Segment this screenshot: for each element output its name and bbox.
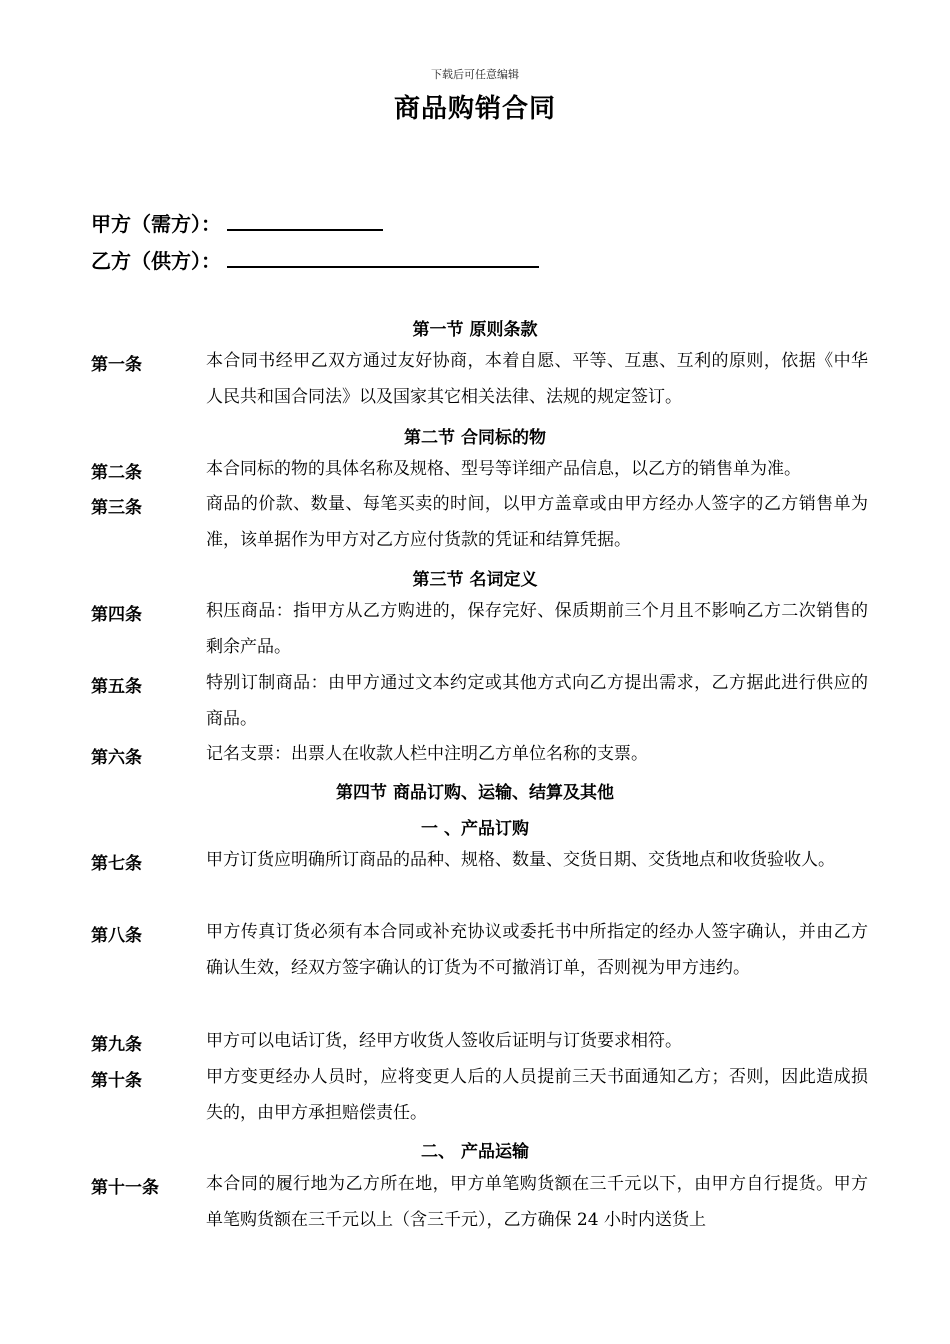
article-7-text: 甲方订货应明确所订商品的品种、规格、数量、交货日期、交货地点和收货验收人。 xyxy=(206,850,835,870)
header-note: 下载后可任意编辑 xyxy=(431,68,519,81)
party-a-blank xyxy=(227,209,383,231)
article-2-label: 第二条 xyxy=(91,463,142,483)
article-8-text: 甲方传真订货必须有本合同或补充协议或委托书中所指定的经办人签字确认，并由乙方确认生效，经双方签字确认的订货为不可撤消订单，否则视为甲方违约。 xyxy=(206,922,868,978)
article-1-text: 本合同书经甲乙双方通过友好协商，本着自愿、平等、互惠、互利的原则，依据《中华人民共和国合同法》以及国家其它相关法律、法规的规定签订。 xyxy=(206,351,868,407)
article-1-label: 第一条 xyxy=(91,355,142,375)
article-9-label: 第九条 xyxy=(91,1035,142,1055)
section-heading-4: 第四节 商品订购、运输、结算及其他 xyxy=(336,783,614,803)
party-b-blank xyxy=(227,246,539,268)
party-b-label: 乙方（供方）： xyxy=(91,249,221,273)
article-7-label: 第七条 xyxy=(91,854,142,874)
subsection-heading-ordering: 一 、产品订购 xyxy=(421,819,529,839)
article-3-label: 第三条 xyxy=(91,498,142,518)
article-11-label: 第十一条 xyxy=(91,1178,159,1198)
article-6-text: 记名支票：出票人在收款人栏中注明乙方单位名称的支票。 xyxy=(206,744,648,764)
article-3-text: 商品的价款、数量、每笔买卖的时间，以甲方盖章或由甲方经办人签字的乙方销售单为准，该单据作为甲方对乙方应付货款的凭证和结算凭据。 xyxy=(206,494,868,550)
article-10-text: 甲方变更经办人员时，应将变更人后的人员提前三天书面通知乙方；否则，因此造成损失的，由甲方承担赔偿责任。 xyxy=(206,1067,868,1123)
party-a xyxy=(91,208,383,237)
article-4-text: 积压商品：指甲方从乙方购进的，保存完好、保质期前三个月且不影响乙方二次销售的剩余产品。 xyxy=(206,601,868,657)
party-a-label: 甲方（需方）： xyxy=(91,212,221,236)
section-heading-2: 第二节 合同标的物 xyxy=(404,428,546,448)
article-11-text: 本合同的履行地为乙方所在地，甲方单笔购货额在三千元以下，由甲方自行提货。甲方单笔购货额在三千元以上（含三千元），乙方确保 24 小时内送货上 xyxy=(206,1174,868,1230)
article-5-text: 特别订制商品：由甲方通过文本约定或其他方式向乙方提出需求，乙方据此进行供应的商品。 xyxy=(206,673,868,729)
section-heading-1: 第一节 原则条款 xyxy=(412,320,538,340)
article-6-label: 第六条 xyxy=(91,748,142,768)
subsection-heading-transport: 二、 产品运输 xyxy=(421,1142,529,1162)
section-heading-3: 第三节 名词定义 xyxy=(412,570,538,590)
article-5-label: 第五条 xyxy=(91,677,142,697)
article-8-label: 第八条 xyxy=(91,926,142,946)
article-10-label: 第十条 xyxy=(91,1071,142,1091)
article-4-label: 第四条 xyxy=(91,605,142,625)
article-9-text: 甲方可以电话订货，经甲方收货人签收后证明与订货要求相符。 xyxy=(206,1031,682,1051)
document-title: 商品购销合同 xyxy=(393,94,556,124)
article-2-text: 本合同标的物的具体名称及规格、型号等详细产品信息，以乙方的销售单为准。 xyxy=(206,459,801,479)
party-b xyxy=(91,245,539,274)
